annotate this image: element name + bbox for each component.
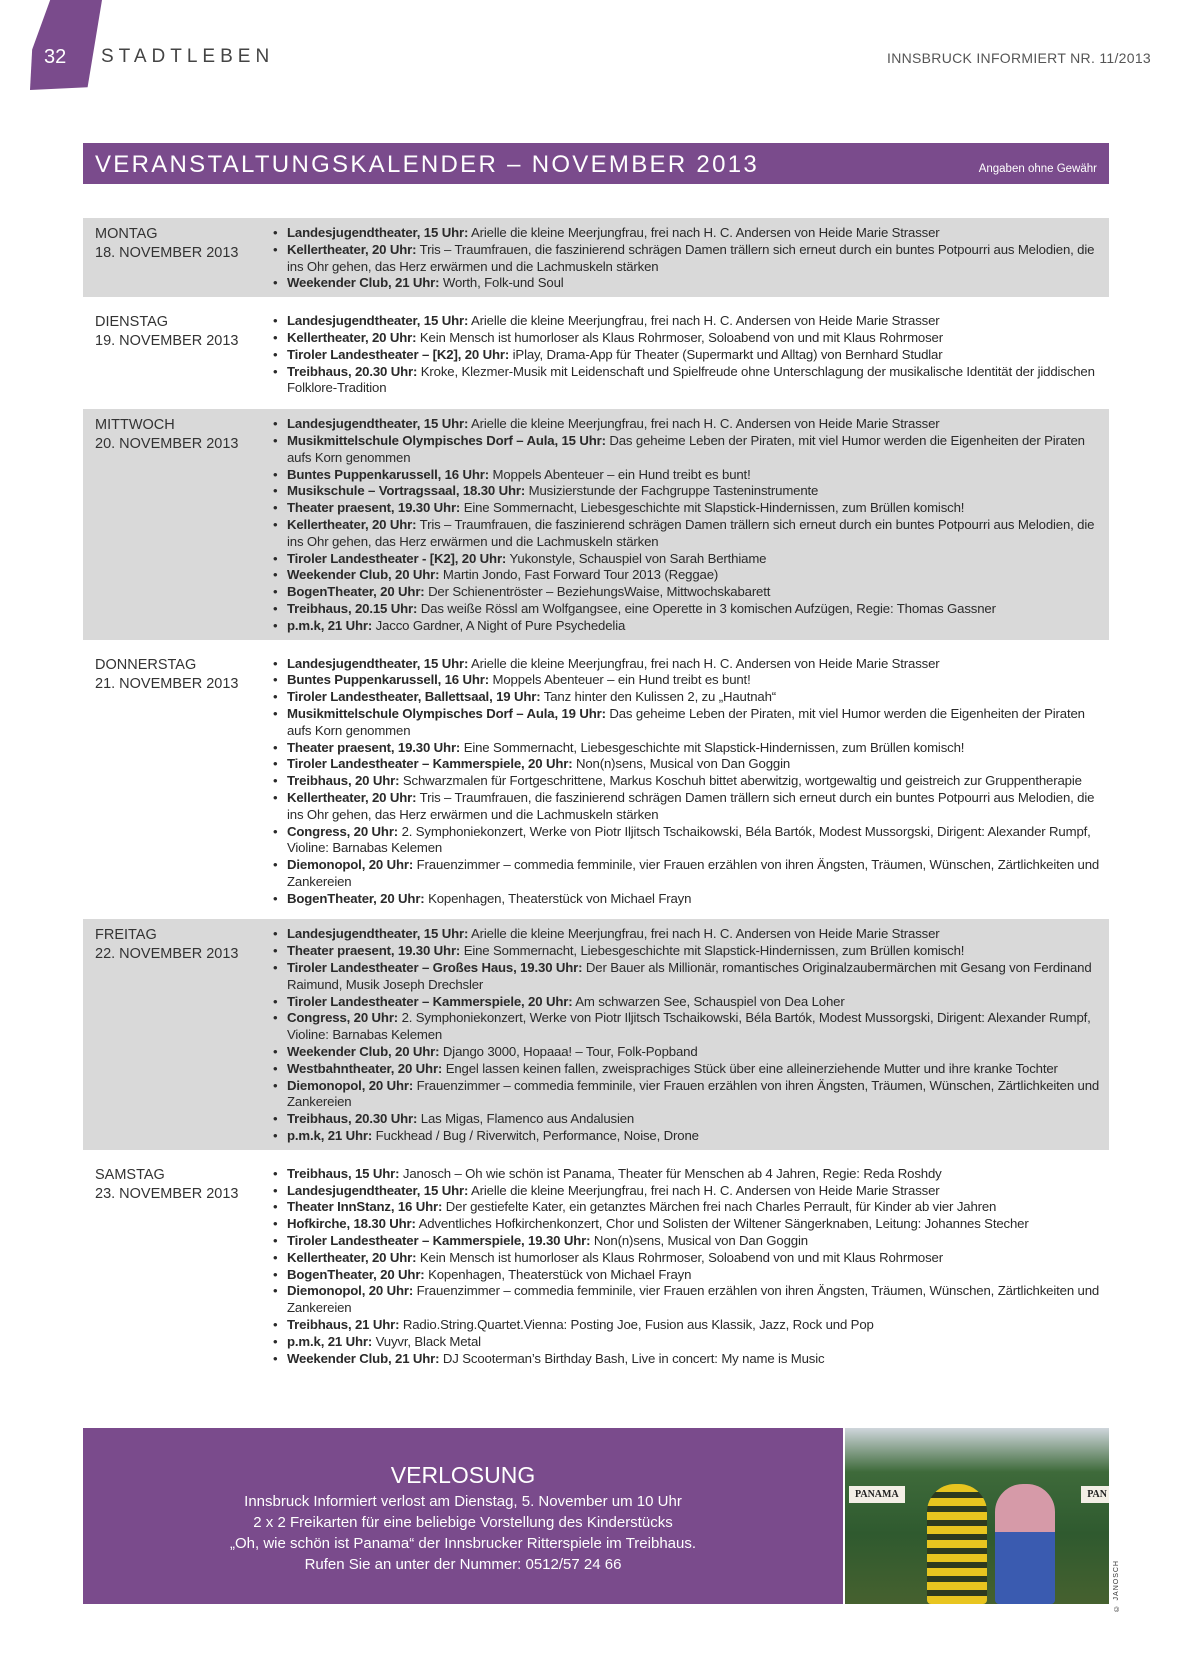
raffle-box <box>83 1428 843 1604</box>
day-label <box>83 656 265 908</box>
date: 23. NOVEMBER 2013 <box>95 1185 239 1202</box>
event-venue: Theater InnStanz, 16 Uhr: <box>287 1199 443 1215</box>
disclaimer: Angaben ohne Gewähr <box>978 163 1097 175</box>
actor-figure <box>995 1484 1055 1604</box>
event-description: DJ Scooterman’s Birthday Bash, Live in concert: My name is Music <box>442 1350 825 1366</box>
weekday: MITTWOCH <box>95 417 175 434</box>
event-list <box>265 1166 1109 1368</box>
event-venue: Treibhaus, 15 Uhr: <box>287 1165 400 1181</box>
event-item <box>273 242 1109 276</box>
event-venue: p.m.k, 21 Uhr: <box>287 617 373 633</box>
event-item <box>273 740 1109 757</box>
event-description: Frauenzimmer – commedia femminile, vier Frauen erzählen von ihren Ängsten, Träumen, Wünschen, Zärtlichkeiten und Zankereien <box>287 1077 1100 1110</box>
event-description: Moppels Abenteuer – ein Hund treibt es bunt! <box>492 466 751 482</box>
event-description: Das geheime Leben der Piraten, mit viel Humor werden die Eigenheiten der Piraten aufs Korn genommen <box>287 432 1085 465</box>
calendar-title: VERANSTALTUNGSKALENDER – NOVEMBER 2013 <box>95 151 760 178</box>
event-venue: Landesjugendtheater, 15 Uhr: <box>287 313 469 329</box>
event-venue: BogenTheater, 20 Uhr: <box>287 890 425 906</box>
event-venue: Landesjugendtheater, 15 Uhr: <box>287 225 469 240</box>
event-item <box>273 1267 1109 1284</box>
event-venue: Tiroler Landestheater - [K2], 20 Uhr: <box>287 550 507 566</box>
day-row <box>83 919 1109 1149</box>
event-description: Eine Sommernacht, Liebesgeschichte mit Slapstick-Hindernissen, zum Brüllen komisch! <box>463 739 965 755</box>
event-venue: Musikmittelschule Olympisches Dorf – Aula, 15 Uhr: <box>287 432 606 448</box>
event-item <box>273 689 1109 706</box>
event-item <box>273 225 1109 242</box>
event-item <box>273 857 1109 891</box>
event-venue: Westbahntheater, 20 Uhr: <box>287 1060 443 1076</box>
event-list <box>265 313 1109 397</box>
day-row <box>83 1150 1109 1380</box>
event-description: Der gestiefelte Kater, ein getanztes Märchen frei nach Charles Perrault, für Kinder ab vier Jahren <box>445 1199 997 1215</box>
weekday: SAMSTAG <box>95 1166 165 1183</box>
event-item <box>273 601 1109 618</box>
event-description: Kein Mensch ist humorloser als Klaus Rohrmoser, Soloabend von und mit Klaus Rohrmoser <box>419 1249 943 1265</box>
event-item <box>273 1351 1109 1368</box>
event-description: Kopenhagen, Theaterstück von Michael Frayn <box>428 890 692 906</box>
event-item <box>273 1010 1109 1044</box>
event-item <box>273 275 1109 292</box>
event-venue: Tiroler Landestheater – Kammerspiele, 20 Uhr: <box>287 756 573 772</box>
event-item <box>273 1044 1109 1061</box>
day-row <box>83 640 1109 920</box>
event-item <box>273 656 1109 673</box>
issue-label: INNSBRUCK INFORMIERT NR. 11/2013 <box>887 50 1151 66</box>
event-item <box>273 313 1109 330</box>
day-row <box>83 409 1109 639</box>
event-description: Arielle die kleine Meerjungfrau, frei nach H. C. Andersen von Heide Marie Strasser <box>471 1182 940 1198</box>
date: 21. NOVEMBER 2013 <box>95 675 239 692</box>
event-venue: Hofkirche, 18.30 Uhr: <box>287 1216 416 1232</box>
event-item <box>273 1183 1109 1200</box>
event-venue: Weekender Club, 21 Uhr: <box>287 275 440 291</box>
event-description: Radio.String.Quartet.Vienna: Posting Joe, Fusion aus Klassik, Jazz, Rock und Pop <box>402 1317 874 1333</box>
event-description: Musizierstunde der Fachgruppe Tasteninstrumente <box>528 483 819 499</box>
event-description: Frauenzimmer – commedia femminile, vier Frauen erzählen von ihren Ängsten, Träumen, Wünschen, Zärtlichkeiten und Zankereien <box>287 857 1100 889</box>
event-item <box>273 483 1109 500</box>
event-description: Arielle die kleine Meerjungfrau, frei nach H. C. Andersen von Heide Marie Strasser <box>471 655 940 671</box>
event-item <box>273 618 1109 635</box>
event-description: Arielle die kleine Meerjungfrau, frei nach H. C. Andersen von Heide Marie Strasser <box>471 313 940 329</box>
event-calendar <box>83 218 1109 1379</box>
event-item <box>273 433 1109 467</box>
panama-photo <box>845 1428 1109 1604</box>
event-description: Janosch – Oh wie schön ist Panama, Theater für Menschen ab 4 Jahren, Regie: Reda Roshdy <box>402 1165 942 1181</box>
raffle-line: „Oh, wie schön ist Panama“ der Innsbrucker Ritterspiele im Treibhaus. <box>229 1535 697 1552</box>
event-venue: p.m.k, 21 Uhr: <box>287 1333 373 1349</box>
event-description: Fuckhead / Bug / Riverwitch, Performance, Noise, Drone <box>375 1128 699 1144</box>
event-description: Arielle die kleine Meerjungfrau, frei nach H. C. Andersen von Heide Marie Strasser <box>471 225 940 240</box>
calendar-title-bar <box>83 143 1109 184</box>
event-description: Eine Sommernacht, Liebesgeschichte mit Slapstick-Hindernissen, zum Brüllen komisch! <box>463 943 965 959</box>
event-description: Worth, Folk-und Soul <box>442 275 564 291</box>
section-title: STADTLEBEN <box>101 46 275 67</box>
event-description: iPlay, Drama-App für Theater (Supermarkt und Alltag) von Bernhard Studlar <box>512 346 943 362</box>
event-item <box>273 347 1109 364</box>
event-list <box>265 225 1109 292</box>
date: 19. NOVEMBER 2013 <box>95 333 239 350</box>
weekday: DONNERSTAG <box>95 656 197 673</box>
weekday: MONTAG <box>95 226 158 242</box>
event-item <box>273 500 1109 517</box>
event-venue: Treibhaus, 20.30 Uhr: <box>287 1111 418 1127</box>
event-description: Der Schienentröster – BeziehungsWaise, Mittwochskabarett <box>428 584 771 600</box>
event-description: Der Bauer als Millionär, romantisches Originalzaubermärchen mit Gesang von Ferdinand Raimund, Musik Joseph Drechsler <box>287 960 1092 992</box>
weekday: DIENSTAG <box>95 314 169 331</box>
event-venue: BogenTheater, 20 Uhr: <box>287 584 425 600</box>
event-description: Schwarzmalen für Fortgeschrittene, Markus Koschuh bittet aberwitzig, wortgewaltig und geistreich zur Gruppentherapie <box>402 773 1082 789</box>
event-description: Vuyvr, Black Metal <box>375 1333 481 1349</box>
event-item <box>273 467 1109 484</box>
event-item <box>273 756 1109 773</box>
event-item <box>273 1078 1109 1112</box>
event-description: Non(n)sens, Musical von Dan Goggin <box>575 756 791 772</box>
event-description: Non(n)sens, Musical von Dan Goggin <box>593 1233 808 1249</box>
event-venue: Musikmittelschule Olympisches Dorf – Aula, 19 Uhr: <box>287 705 606 721</box>
event-description: Das geheime Leben der Piraten, mit viel Humor werden die Eigenheiten der Piraten aufs Korn genommen <box>287 705 1085 738</box>
event-venue: Diemonopol, 20 Uhr: <box>287 857 414 873</box>
event-description: Jacco Gardner, A Night of Pure Psychedelia <box>375 617 626 633</box>
event-description: Arielle die kleine Meerjungfrau, frei nach H. C. Andersen von Heide Marie Strasser <box>471 416 940 432</box>
date: 22. NOVEMBER 2013 <box>95 946 239 963</box>
event-description: Arielle die kleine Meerjungfrau, frei nach H. C. Andersen von Heide Marie Strasser <box>471 926 940 942</box>
event-item <box>273 1061 1109 1078</box>
event-description: 2. Symphoniekonzert, Werke von Piotr Iljitsch Tschaikowski, Béla Bartók, Modest Mussorgski, Dirigent: Alexander Rumpf, Violine: Barnabas Kelemen <box>287 1010 1091 1043</box>
event-venue: Landesjugendtheater, 15 Uhr: <box>287 655 469 671</box>
raffle-line: Innsbruck Informiert verlost am Dienstag, 5. November um 10 Uhr <box>244 1493 682 1510</box>
event-list <box>265 926 1109 1144</box>
event-item <box>273 551 1109 568</box>
weekday: FREITAG <box>95 927 157 944</box>
event-venue: Treibhaus, 21 Uhr: <box>287 1317 400 1333</box>
event-venue: Weekender Club, 21 Uhr: <box>287 1350 440 1366</box>
event-venue: Tiroler Landestheater – Kammerspiele, 20 Uhr: <box>287 993 573 1009</box>
event-venue: BogenTheater, 20 Uhr: <box>287 1266 425 1282</box>
event-item <box>273 1250 1109 1267</box>
event-description: Eine Sommernacht, Liebesgeschichte mit Slapstick-Hindernissen, zum Brüllen komisch! <box>463 500 965 516</box>
event-item <box>273 943 1109 960</box>
event-venue: Landesjugendtheater, 15 Uhr: <box>287 1182 469 1198</box>
event-description: Tris – Traumfrauen, die faszinierend schrägen Damen trällern sich erneut durch ein buntes Potpourri aus Melodien, die ins Ohr gehen, das Herz erwärmen und die Lachmuskeln stärken <box>287 789 1095 822</box>
event-item <box>273 567 1109 584</box>
event-description: Las Migas, Flamenco aus Andalusien <box>420 1111 635 1127</box>
event-venue: Kellertheater, 20 Uhr: <box>287 329 417 345</box>
event-venue: Weekender Club, 20 Uhr: <box>287 567 440 583</box>
event-item <box>273 1166 1109 1183</box>
event-item <box>273 1283 1109 1317</box>
event-venue: Musikschule – Vortragssaal, 18.30 Uhr: <box>287 483 526 499</box>
event-venue: Kellertheater, 20 Uhr: <box>287 516 417 532</box>
event-item <box>273 1317 1109 1334</box>
event-venue: p.m.k, 21 Uhr: <box>287 1128 373 1144</box>
event-description: Adventliches Hofkirchenkonzert, Chor und Solisten der Wiltener Sängerknaben, Leitung: Johannes Stecher <box>418 1216 1029 1232</box>
event-venue: Weekender Club, 20 Uhr: <box>287 1044 440 1060</box>
date: 18. NOVEMBER 2013 <box>95 245 239 261</box>
event-item <box>273 416 1109 433</box>
event-description: Frauenzimmer – commedia femminile, vier Frauen erzählen von ihren Ängsten, Träumen, Wünschen, Zärtlichkeiten und Zankereien <box>287 1283 1100 1316</box>
event-description: Am schwarzen See, Schauspiel von Dea Loher <box>575 993 845 1009</box>
event-description: Das weiße Rössl am Wolfgangsee, eine Operette in 3 komischen Aufzügen, Regie: Thomas Gassner <box>420 600 996 616</box>
raffle-phone: Rufen Sie an unter der Nummer: 0512/57 24 66 <box>304 1556 622 1573</box>
event-description: Tris – Traumfrauen, die faszinierend schrägen Damen trällern sich erneut durch ein buntes Potpourri aus Melodien, die ins Ohr gehen, das Herz erwärmen und die Lachmuskeln stärken <box>287 516 1095 549</box>
event-item <box>273 926 1109 943</box>
date: 20. NOVEMBER 2013 <box>95 436 239 453</box>
event-description: Moppels Abenteuer – ein Hund treibt es bunt! <box>492 672 751 688</box>
event-item <box>273 1216 1109 1233</box>
event-item <box>273 891 1109 908</box>
event-venue: Landesjugendtheater, 15 Uhr: <box>287 926 469 942</box>
event-description: Tris – Traumfrauen, die faszinierend schrägen Damen trällern sich erneut durch ein buntes Potpourri aus Melodien, die ins Ohr gehen, das Herz erwärmen und die Lachmuskeln stärken <box>287 241 1095 274</box>
day-label <box>83 416 265 634</box>
event-description: Kopenhagen, Theaterstück von Michael Frayn <box>428 1266 692 1282</box>
event-item <box>273 1334 1109 1351</box>
event-item <box>273 994 1109 1011</box>
event-venue: Landesjugendtheater, 15 Uhr: <box>287 416 469 432</box>
event-venue: Treibhaus, 20.30 Uhr: <box>287 363 418 379</box>
day-label <box>83 926 265 1144</box>
event-venue: Treibhaus, 20.15 Uhr: <box>287 600 418 616</box>
event-item <box>273 960 1109 994</box>
event-item <box>273 1233 1109 1250</box>
page-tab-marker <box>30 0 102 90</box>
event-description: Django 3000, Hopaaa! – Tour, Folk-Popband <box>442 1044 698 1060</box>
event-description: Engel lassen keinen fallen, zweisprachiges Stück über eine alleinerziehende Mutter und ihre kranke Tochter <box>445 1060 1058 1076</box>
event-venue: Buntes Puppenkarussell, 16 Uhr: <box>287 672 490 688</box>
event-venue: Congress, 20 Uhr: <box>287 1010 399 1026</box>
event-venue: Treibhaus, 20 Uhr: <box>287 773 400 789</box>
event-item <box>273 330 1109 347</box>
event-item <box>273 1128 1109 1145</box>
raffle-title: VERLOSUNG <box>390 1462 536 1488</box>
event-venue: Kellertheater, 20 Uhr: <box>287 1249 417 1265</box>
event-item <box>273 1199 1109 1216</box>
event-description: Yukonstyle, Schauspiel von Sarah Berthiame <box>509 550 767 566</box>
day-label <box>83 1166 265 1368</box>
event-item <box>273 824 1109 858</box>
event-item <box>273 672 1109 689</box>
event-venue: Theater praesent, 19.30 Uhr: <box>287 500 461 516</box>
event-description: 2. Symphoniekonzert, Werke von Piotr Iljitsch Tschaikowski, Béla Bartók, Modest Mussorgski, Dirigent: Alexander Rumpf, Violine: Barnabas Kelemen <box>287 823 1091 856</box>
event-description: Tanz hinter den Kulissen 2, zu „Hautnah“ <box>543 689 777 705</box>
event-venue: Theater praesent, 19.30 Uhr: <box>287 739 461 755</box>
actor-figure <box>927 1484 987 1604</box>
photo-credit: © JANOSCH <box>1113 1560 1120 1612</box>
page-number: 32 <box>44 46 67 68</box>
event-item <box>273 1111 1109 1128</box>
event-item <box>273 517 1109 551</box>
raffle-line: 2 x 2 Freikarten für eine beliebige Vorstellung des Kinderstücks <box>253 1514 673 1531</box>
event-venue: Tiroler Landestheater – Kammerspiele, 19.30 Uhr: <box>287 1233 591 1249</box>
event-item <box>273 584 1109 601</box>
event-item <box>273 773 1109 790</box>
event-list <box>265 656 1109 908</box>
event-venue: Kellertheater, 20 Uhr: <box>287 241 417 257</box>
event-item <box>273 790 1109 824</box>
event-venue: Theater praesent, 19.30 Uhr: <box>287 943 461 959</box>
event-list <box>265 416 1109 634</box>
event-description: Kroke, Klezmer-Musik mit Leidenschaft und Spielfreude ohne Unterschlagung der musikalische Identität der jiddischen Folklore-Tradition <box>287 363 1095 396</box>
event-venue: Tiroler Landestheater – [K2], 20 Uhr: <box>287 346 510 362</box>
day-row <box>83 297 1109 409</box>
event-venue: Diemonopol, 20 Uhr: <box>287 1077 414 1093</box>
event-item <box>273 706 1109 740</box>
event-description: Kein Mensch ist humorloser als Klaus Rohrmoser, Soloabend von und mit Klaus Rohrmoser <box>419 329 943 345</box>
day-row <box>83 218 1109 297</box>
day-label <box>83 313 265 397</box>
event-venue: Tiroler Landestheater, Ballettsaal, 19 Uhr: <box>287 689 541 705</box>
event-venue: Kellertheater, 20 Uhr: <box>287 789 417 805</box>
event-venue: Diemonopol, 20 Uhr: <box>287 1283 414 1299</box>
event-venue: Congress, 20 Uhr: <box>287 823 399 839</box>
event-venue: Buntes Puppenkarussell, 16 Uhr: <box>287 466 490 482</box>
event-item <box>273 364 1109 398</box>
photo-sign: PAN <box>1081 1486 1109 1503</box>
photo-sign: PANAMA <box>849 1486 905 1503</box>
event-description: Martin Jondo, Fast Forward Tour 2013 (Reggae) <box>442 567 719 583</box>
day-label <box>83 225 265 292</box>
event-venue: Tiroler Landestheater – Großes Haus, 19.30 Uhr: <box>287 960 583 976</box>
